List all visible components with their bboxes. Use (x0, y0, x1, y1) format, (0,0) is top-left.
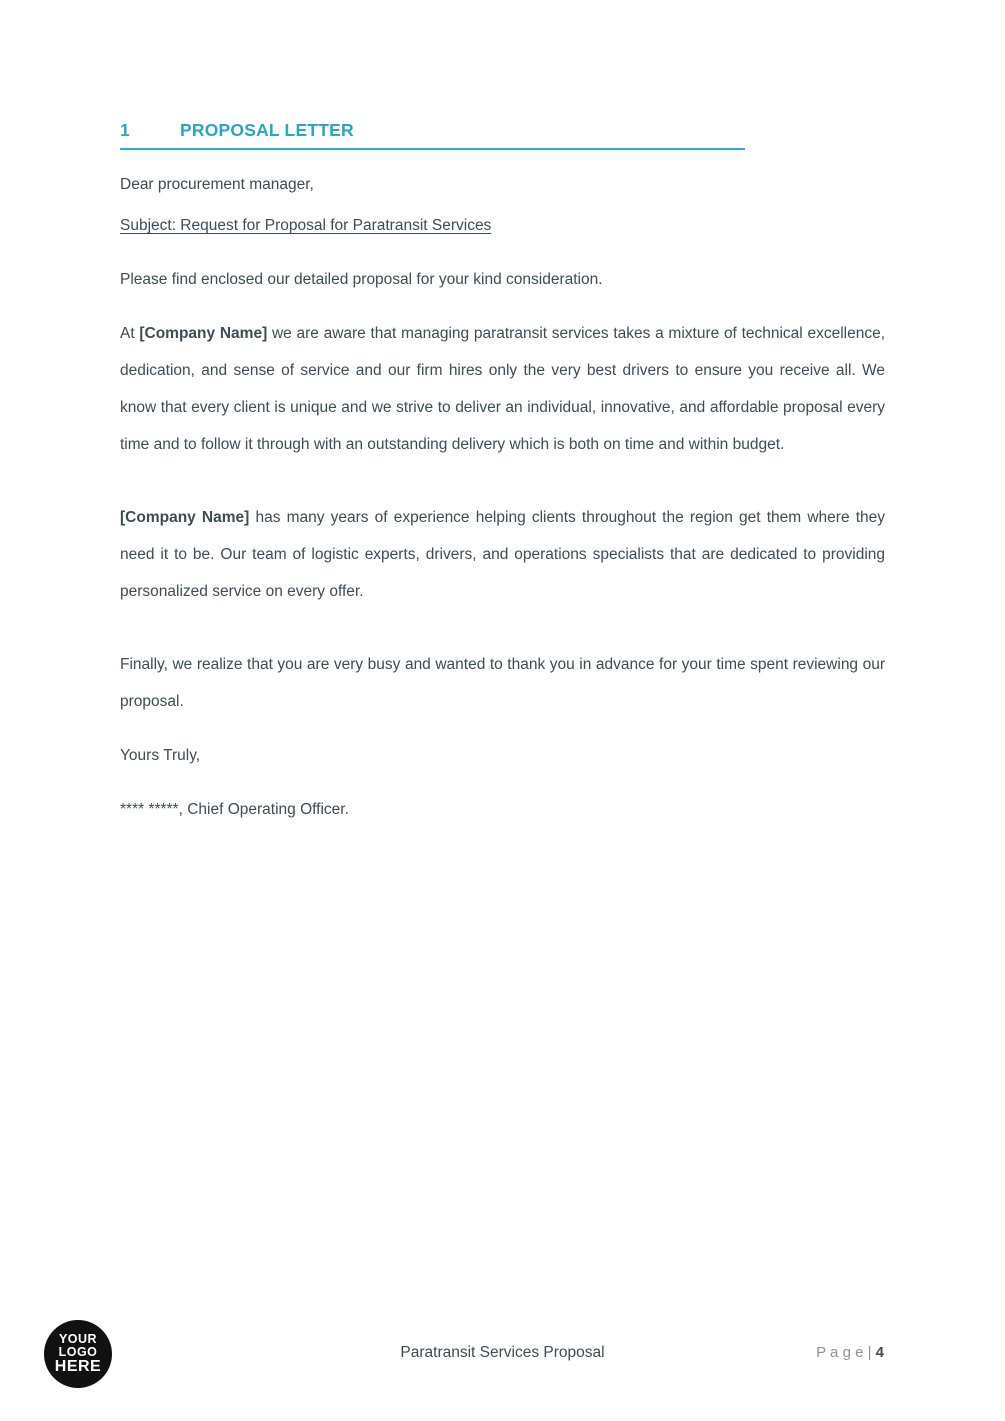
company-name-placeholder: [Company Name] (120, 509, 250, 526)
paragraph-1-rest: we are aware that managing paratransit services takes a mixture of technical excellence, dedication, and sense of service and our firm hires only the very best drivers to ensure you receive all. We know that every client is unique and we strive to deliver an individual, innovative, and affordable proposal every time and to follow it through with an outstanding delivery which is both on time and within budget. (120, 325, 886, 453)
footer-page-indicator (816, 1344, 884, 1361)
paragraph-3: Finally, we realize that you are very busy and wanted to thank you in advance for your time spent reviewing our proposal. (120, 656, 885, 710)
letter-body (120, 120, 885, 845)
intro-paragraph: Please find enclosed our detailed proposal for your kind consideration. (120, 271, 603, 288)
company-name-placeholder: [Company Name] (139, 325, 268, 342)
page-label: P a g e | (816, 1344, 872, 1361)
paragraph-2-rest: has many years of experience helping clients throughout the region get them where they need it to be. Our team of logistic experts, drivers, and operations specialists that are dedicated to providing personalized service on every offer. (120, 509, 885, 600)
paragraph-1 (120, 315, 885, 463)
signature-line: **** *****, Chief Operating Officer. (120, 801, 349, 818)
paragraph-2 (120, 499, 885, 610)
logo-text-line1: YOUR (58, 1331, 98, 1346)
logo-text-line2: LOGO (58, 1344, 98, 1359)
logo-text-line3: HERE (54, 1357, 102, 1375)
section-heading (120, 120, 745, 150)
section-number: 1 (120, 120, 130, 140)
section-title: PROPOSAL LETTER (180, 120, 354, 140)
closing-line: Yours Truly, (120, 747, 201, 764)
paragraph-1-pre: At (120, 325, 140, 342)
subject-line (120, 207, 885, 244)
page-number: 4 (875, 1344, 884, 1361)
footer-title: Paratransit Services Proposal (400, 1344, 605, 1361)
salutation: Dear procurement manager, (120, 176, 314, 193)
subject-text: Subject: Request for Proposal for Paratransit Services (120, 217, 492, 234)
